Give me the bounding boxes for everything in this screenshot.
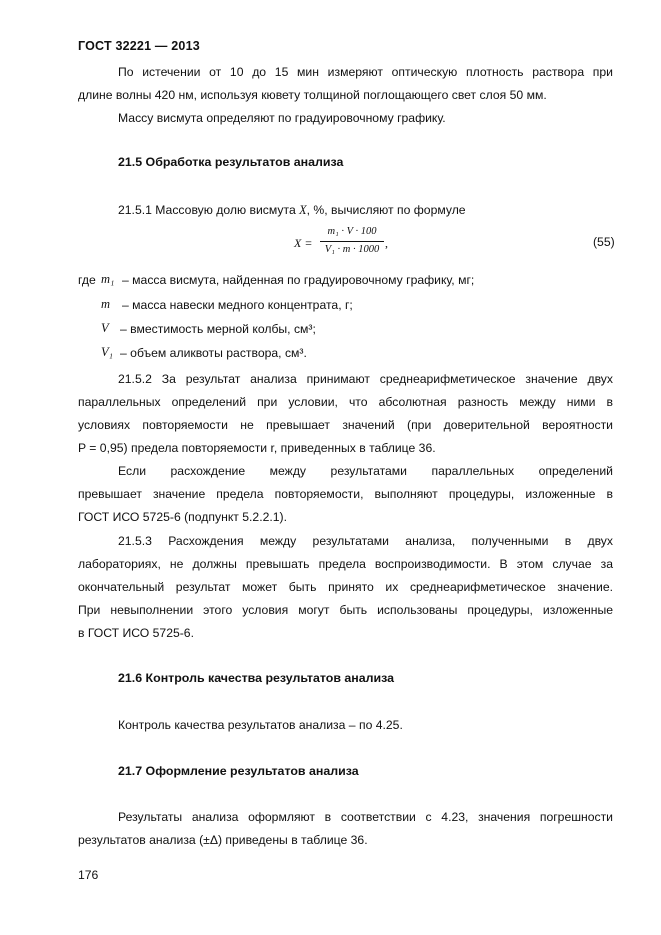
- definition-symbol: V: [101, 321, 109, 335]
- definition-text: – масса висмута, найденная по градуировочному графику, мг;: [122, 273, 475, 287]
- definition-text: – объем аликвоты раствора, см³.: [120, 346, 307, 360]
- paragraph-line: ГОСТ ИСО 5725-6 (подпункт 5.2.2.1).: [78, 510, 287, 524]
- paragraph-text: 21.5.1 Массовую долю висмута: [118, 203, 296, 217]
- formula-number: (55): [593, 235, 615, 249]
- paragraph-line: Массу висмута определяют по градуировочному графику.: [118, 111, 446, 125]
- paragraph-line: При невыполнении этого условия могут быть использованы процедуры, изложенные: [78, 603, 613, 617]
- section-heading-21-5: 21.5 Обработка результатов анализа: [118, 155, 344, 169]
- paragraph-line: в ГОСТ ИСО 5725-6.: [78, 626, 194, 640]
- document-header: ГОСТ 32221 — 2013: [78, 39, 200, 53]
- formula-lhs: X =: [294, 236, 313, 250]
- paragraph-line: окончательный результат может быть принято их среднеарифметическое значение.: [78, 580, 613, 594]
- paragraph-line: [118, 202, 613, 218]
- paragraph-line: Контроль качества результатов анализа – по 4.25.: [118, 718, 403, 732]
- page-number: 176: [78, 868, 99, 882]
- paragraph-line: длине волны 420 нм, используя кювету толщиной поглощающего свет слоя 50 мм.: [78, 88, 547, 102]
- paragraph-line: По истечении от 10 до 15 мин измеряют оптическую плотность раствора при: [118, 65, 613, 79]
- paragraph-line: результатов анализа (±Δ) приведены в таблице 36.: [78, 833, 368, 847]
- definition-text: – вместимость мерной колбы, см³;: [120, 322, 316, 336]
- paragraph-line: лабораториях, не должны превышать предела воспроизводимости. В этом случае за: [78, 557, 613, 571]
- paragraph-line: Если расхождение между результатами параллельных определений: [118, 464, 613, 478]
- paragraph-line: 21.5.2 За результат анализа принимают среднеарифметическое значение двух: [118, 372, 613, 386]
- paragraph-line: Результаты анализа оформляют в соответствии с 4.23, значения погрешности: [118, 810, 613, 824]
- formula-numerator: m₁ · V · 100: [327, 226, 377, 237]
- paragraph-line: P = 0,95) предела повторяемости r, приведенных в таблице 36.: [78, 441, 436, 455]
- paragraph-text: , %, вычисляют по формуле: [306, 203, 466, 217]
- formula-denominator: V₁ · m · 1000: [324, 244, 380, 255]
- where-label: где: [78, 273, 96, 287]
- definition-symbol: V₁: [101, 345, 113, 359]
- formula-comma: ,: [385, 236, 388, 250]
- definition-symbol: m: [101, 297, 111, 311]
- paragraph-line: превышает значение предела повторяемости, выполняют процедуры, изложенные в: [78, 487, 613, 501]
- section-heading-21-6: 21.6 Контроль качества результатов анализа: [118, 671, 395, 685]
- math-symbol: X: [299, 203, 307, 217]
- paragraph-line: 21.5.3 Расхождения между результатами анализа, полученными в двух: [118, 534, 613, 548]
- fraction-bar: [320, 241, 384, 242]
- definition-text: – масса навески медного концентрата, г;: [122, 298, 353, 312]
- paragraph-line: условиях повторяемости не превышает значений (при доверительной вероятности: [78, 418, 613, 432]
- paragraph-line: параллельных определений при условии, что абсолютная разность между ними в: [78, 395, 613, 409]
- definition-symbol: m₁: [101, 272, 115, 286]
- section-heading-21-7: 21.7 Оформление результатов анализа: [118, 764, 359, 778]
